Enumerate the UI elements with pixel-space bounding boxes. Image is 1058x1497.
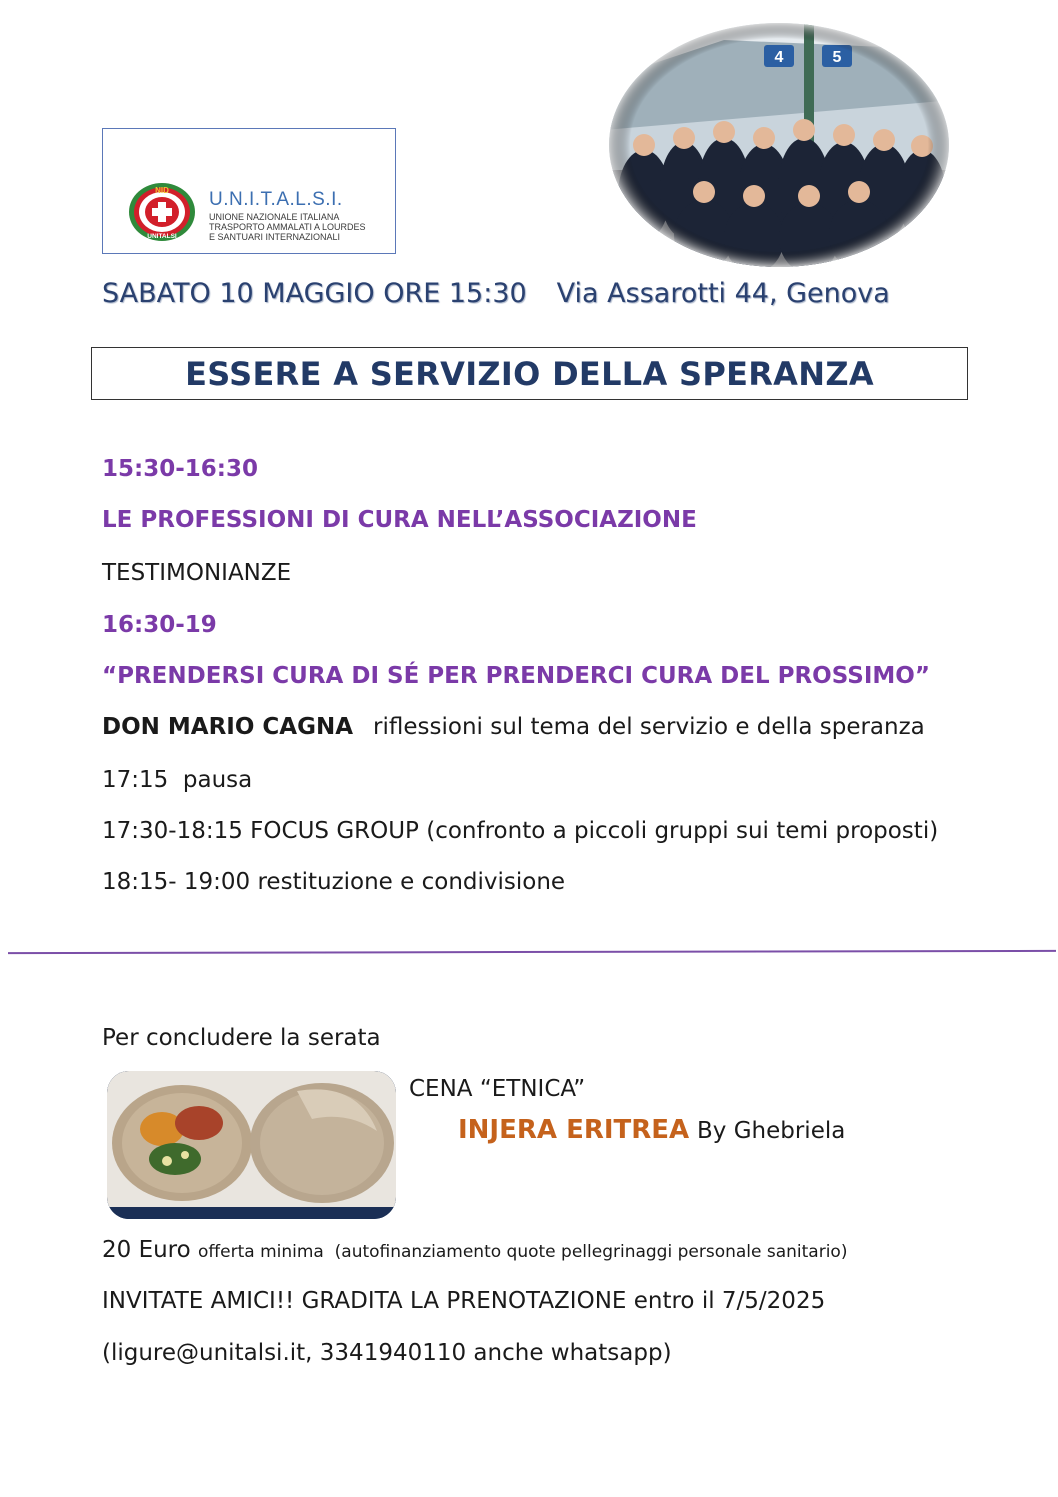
event-title-box — [91, 347, 968, 400]
slot1-time: 15:30-16:30 — [102, 456, 258, 482]
emblem-top-text: NID — [155, 186, 169, 195]
price: 20 Euro — [102, 1237, 191, 1263]
price-note: offerta minima (autofinanziamento quote pellegrinaggi personale sanitario) — [198, 1242, 848, 1262]
event-location: Via Assarotti 44, Genova — [556, 278, 890, 309]
speaker-name: DON MARIO CAGNA — [102, 714, 354, 740]
speaker-topic: riflessioni sul tema del servizio e della speranza — [373, 714, 925, 740]
invite-line: INVITATE AMICI!! GRADITA LA PRENOTAZIONE entro il 7/5/2025 — [102, 1288, 826, 1314]
logo-subtitle — [209, 212, 389, 242]
event-date-location — [102, 278, 890, 309]
dish-name: INJERA ERITREA — [458, 1115, 690, 1145]
price-line — [102, 1237, 847, 1263]
logo-subtitle-line: TRASPORTO AMMALATI A LOURDES — [209, 222, 366, 232]
dish-author: By Ghebriela — [697, 1118, 846, 1144]
group-photo — [604, 20, 954, 270]
event-title: ESSERE A SERVIZIO DELLA SPERANZA — [185, 354, 874, 393]
slot1-title: LE PROFESSIONI DI CURA NELL’ASSOCIAZIONE — [102, 507, 697, 533]
slot2-title: “PRENDERSI CURA DI SÉ PER PRENDERCI CURA DEL PROSSIMO” — [102, 663, 930, 689]
unitalsi-emblem-icon — [127, 181, 197, 243]
contact-line: (ligure@unitalsi.it, 3341940110 anche whatsapp) — [102, 1340, 672, 1366]
logo-title: U.N.I.T.A.L.S.I. — [209, 189, 343, 210]
section-divider — [8, 950, 1056, 954]
pause-line: 17:15 pausa — [102, 767, 253, 793]
logo-subtitle-line: UNIONE NAZIONALE ITALIANA — [209, 212, 340, 222]
injera-illustration — [107, 1071, 396, 1219]
closing-line: 18:15- 19:00 restituzione e condivisione — [102, 869, 566, 895]
logo-subtitle-line: E SANTUARI INTERNAZIONALI — [209, 232, 341, 242]
injera-photo — [107, 1071, 396, 1219]
dinner-intro: Per concludere la serata — [102, 1025, 381, 1051]
focus-group-line: 17:30-18:15 FOCUS GROUP (confronto a piccoli gruppi sui temi proposti) — [102, 818, 939, 844]
slot2-time: 16:30-19 — [102, 612, 217, 638]
unitalsi-logo-box — [102, 128, 396, 254]
event-date-time: SABATO 10 MAGGIO ORE 15:30 — [102, 278, 527, 309]
emblem-bottom-text: UNITALSI — [147, 233, 177, 240]
speaker-line — [102, 714, 925, 740]
slot1-subtitle: TESTIMONIANZE — [102, 560, 292, 586]
dinner-title: CENA “ETNICA” — [409, 1076, 586, 1102]
